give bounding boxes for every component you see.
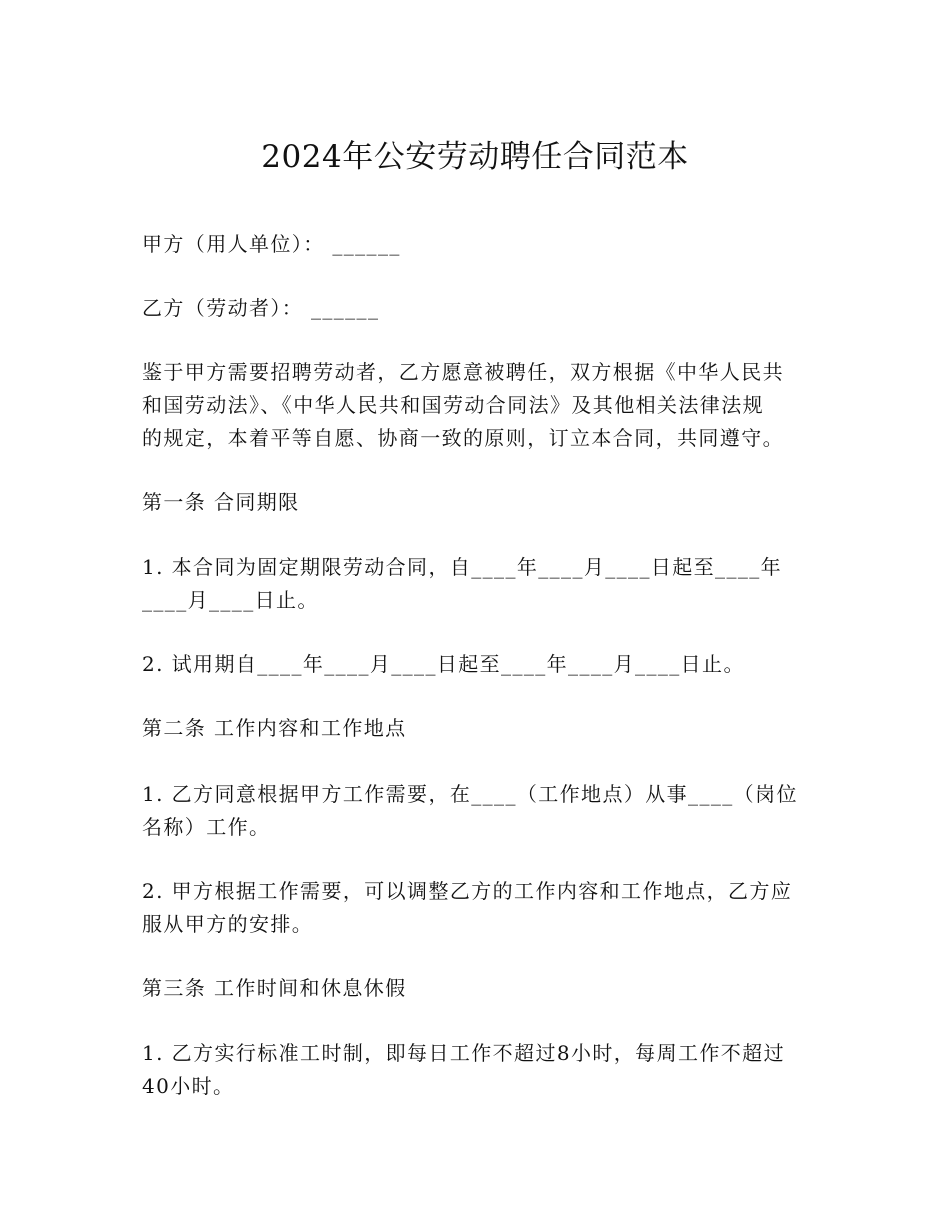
article-1-item-1-line-2: ____月____日止。: [142, 588, 319, 612]
article-3-heading: 第三条 工作时间和休息休假: [142, 976, 407, 1000]
preamble-line-2: 和国劳动法》、《中华人民共和国劳动合同法》及其他相关法律法规: [142, 393, 764, 417]
article-2-item-1-line-2: 名称）工作。: [142, 815, 271, 839]
article-1-item-2: 2. 试用期自____年____月____日起至____年____月____日止。: [142, 652, 745, 676]
article-1-item-1: [142, 551, 814, 617]
article-2-item-1: [142, 778, 814, 844]
party-b-line: 乙方（劳动者）： ______: [142, 296, 380, 320]
article-2-item-2: [142, 875, 814, 941]
preamble-line-3: 的规定，本着平等自愿、协商一致的原则，订立本合同，共同遵守。: [142, 426, 784, 450]
preamble-paragraph: [142, 356, 814, 455]
article-1-heading: 第一条 合同期限: [142, 490, 300, 514]
article-3-item-1: [142, 1037, 814, 1103]
article-2-item-1-line-1: 1. 乙方同意根据甲方工作需要，在____（工作地点）从事____（岗位: [142, 782, 798, 806]
article-3-item-1-line-2: 40小时。: [142, 1074, 235, 1098]
preamble-line-1: 鉴于甲方需要招聘劳动者，乙方愿意被聘任，双方根据《中华人民共: [142, 360, 784, 384]
article-2-item-2-line-1: 2. 甲方根据工作需要，可以调整乙方的工作内容和工作地点，乙方应: [142, 879, 793, 903]
article-2-heading: 第二条 工作内容和工作地点: [142, 716, 407, 740]
article-3-item-1-line-1: 1. 乙方实行标准工时制，即每日工作不超过8小时，每周工作不超过: [142, 1041, 785, 1065]
party-a-line: 甲方（用人单位）： ______: [142, 232, 401, 256]
article-1-item-1-line-1: 1. 本合同为固定期限劳动合同，自____年____月____日起至____年: [142, 555, 783, 579]
document-title: 2024年公安劳动聘任合同范本: [261, 139, 689, 175]
article-2-item-2-line-2: 服从甲方的安排。: [142, 912, 314, 936]
